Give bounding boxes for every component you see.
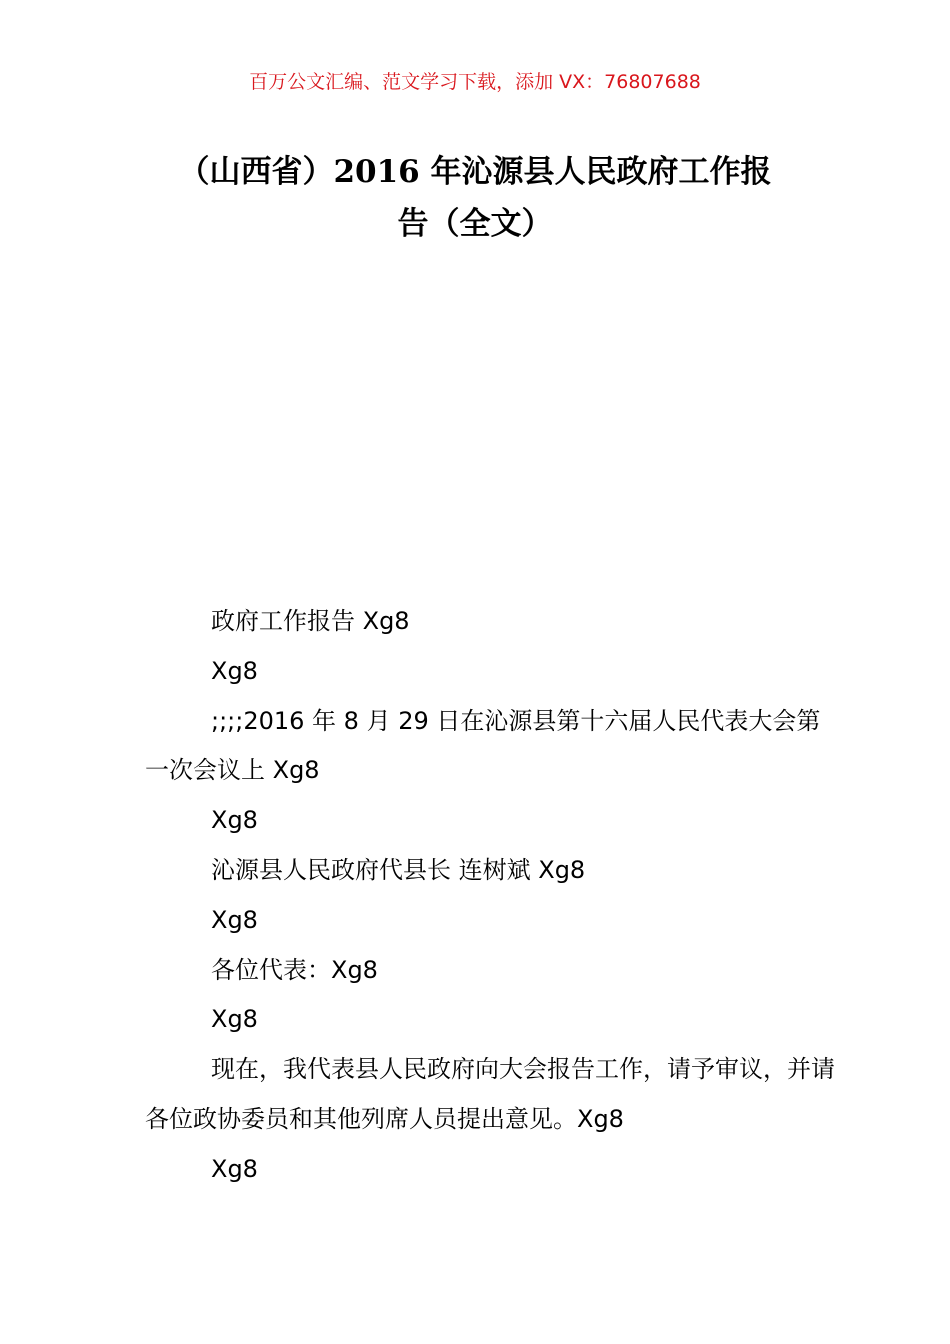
title-line-1: （山西省）2016 年沁源县人民政府工作报 (178, 154, 772, 190)
paragraph-report-name: 政府工作报告 Xg8 (211, 607, 410, 635)
paragraph-opening: 现在，我代表县人民政府向大会报告工作，请予审议，并请各位政协委员和其他列席人员提出意见。Xg8 (145, 1055, 835, 1133)
paragraph: Xg8 (211, 1005, 258, 1034)
paragraph: Xg8 (211, 806, 258, 835)
paragraph: Xg8 (211, 1154, 258, 1183)
paragraph: Xg8 (211, 656, 258, 685)
header-download-note: 百万公文汇编、范文学习下载，添加 VX：76807688 (249, 71, 701, 93)
paragraph-meeting-date: ;;;;2016 年 8 月 29 日在沁源县第十六届人民代表大会第一次会议上 Xg8 (145, 706, 821, 785)
document-body (145, 597, 835, 1195)
title-line-2: 告（全文） (397, 206, 553, 242)
paragraph-salutation: 各位代表：Xg8 (211, 955, 378, 984)
paragraph: Xg8 (211, 905, 258, 934)
paragraph-speaker: 沁源县人民政府代县长 连树斌 Xg8 (211, 855, 586, 884)
document-title (140, 146, 810, 250)
